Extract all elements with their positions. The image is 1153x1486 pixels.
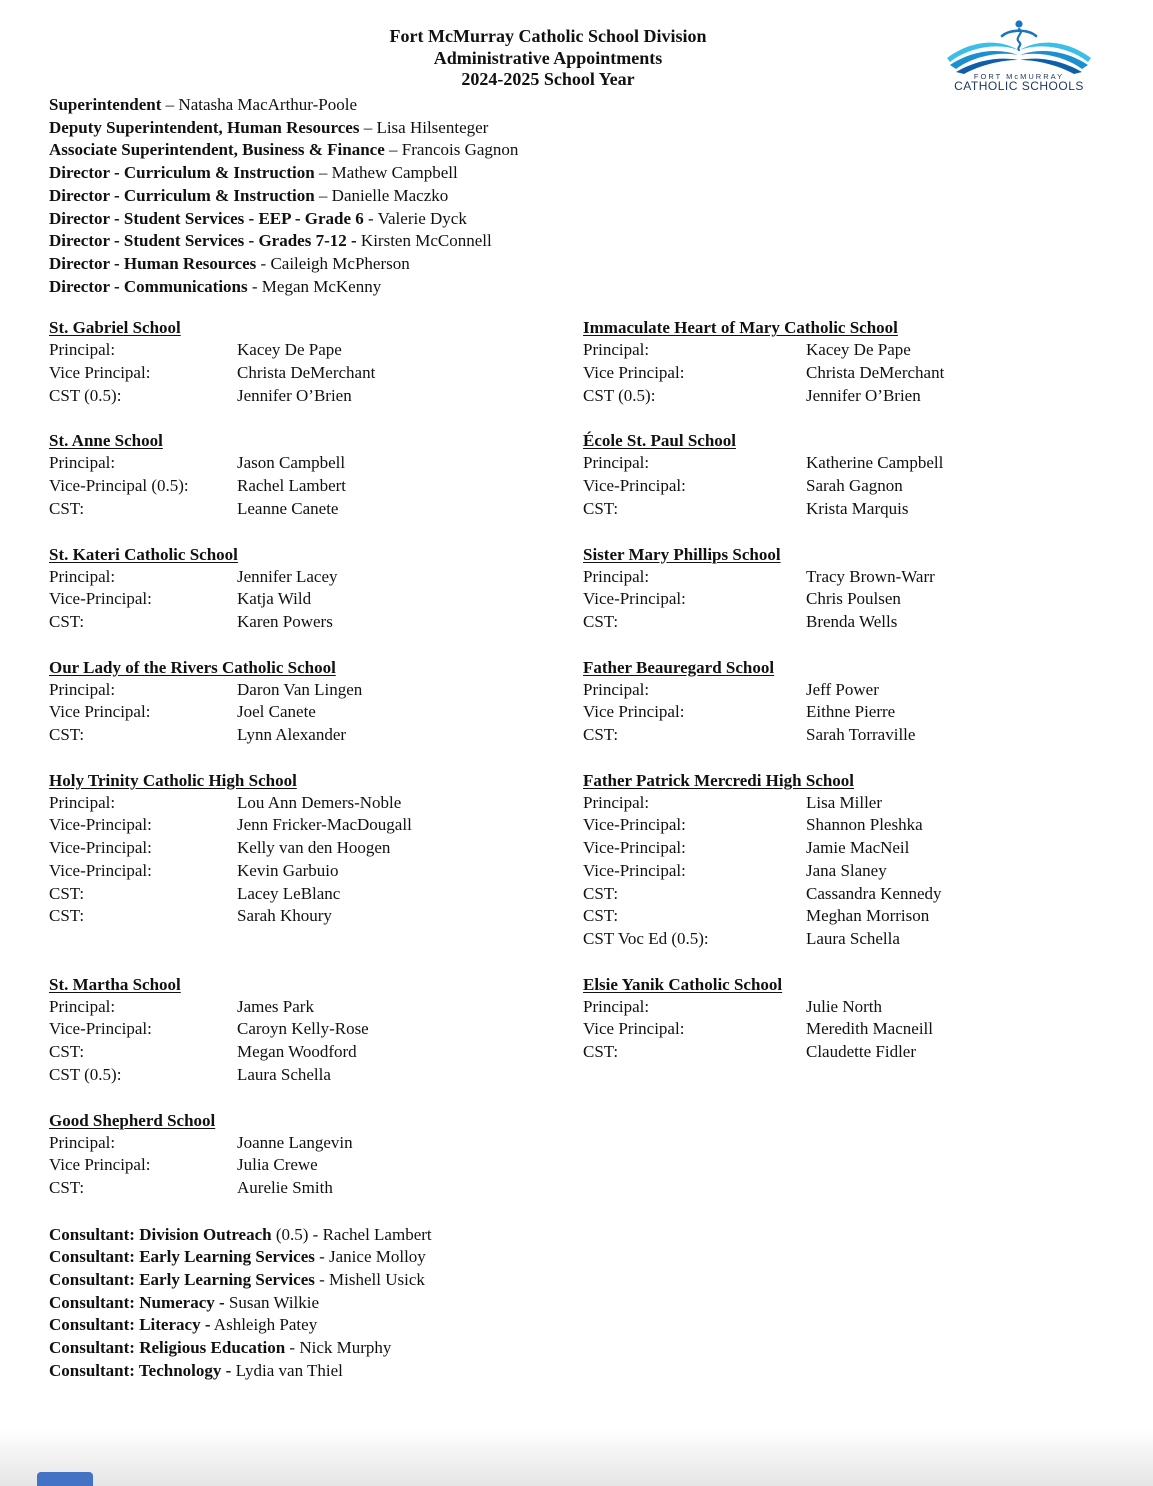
staff-row — [49, 1018, 583, 1041]
staff-role-label: CST: — [49, 883, 85, 903]
leadership-role: Director - Student Services - Grades 7-12 - — [49, 231, 357, 251]
page-bottom-blue-mark — [37, 1472, 93, 1486]
staff-name: Jenn Fricker-MacDougall — [237, 815, 412, 835]
leadership-person: – Mathew Campbell — [314, 163, 458, 183]
staff-role-label: Principal: — [49, 1132, 116, 1152]
staff-role-label: CST Voc Ed (0.5): — [583, 928, 709, 948]
leadership-list — [49, 94, 1115, 298]
staff-row — [49, 905, 583, 928]
school-block-father-beauregard — [583, 656, 1115, 747]
staff-name: Jeff Power — [806, 679, 879, 699]
staff-row — [583, 611, 1115, 634]
staff-name: Chris Poulsen — [806, 589, 901, 609]
school-block-st-anne — [49, 429, 583, 520]
staff-name: Tracy Brown-Warr — [806, 566, 935, 586]
staff-row — [583, 588, 1115, 611]
staff-row — [583, 905, 1115, 928]
staff-name: Aurelie Smith — [237, 1177, 333, 1197]
staff-role-label: Vice-Principal: — [583, 589, 686, 609]
staff-name: James Park — [237, 996, 314, 1016]
staff-role-label: CST (0.5): — [583, 385, 656, 405]
consultant-person: (0.5) - Rachel Lambert — [271, 1224, 432, 1244]
consultant-role: Consultant: Early Learning Services — [49, 1270, 315, 1290]
staff-name: Julie North — [806, 996, 883, 1016]
school-name: Sister Mary Phillips School — [583, 544, 781, 564]
staff-name: Christa DeMerchant — [237, 363, 376, 383]
staff-row — [49, 1132, 583, 1155]
staff-role-label: Vice Principal: — [583, 1019, 685, 1039]
staff-name: Kacey De Pape — [806, 340, 911, 360]
staff-role-label: Principal: — [583, 340, 650, 360]
leadership-role: Deputy Superintendent, Human Resources — [49, 117, 360, 137]
staff-role-label: CST: — [583, 725, 619, 745]
staff-name: Jana Slaney — [806, 860, 887, 880]
school-name: Immaculate Heart of Mary Catholic School — [583, 318, 898, 338]
consultant-line-technology — [49, 1360, 1115, 1383]
staff-name: Lynn Alexander — [237, 725, 347, 745]
leadership-person: Kirsten McConnell — [356, 231, 492, 251]
staff-row — [583, 792, 1115, 815]
consultant-person: Lydia van Thiel — [231, 1360, 343, 1380]
staff-role-label: CST: — [583, 1042, 619, 1062]
consultant-line-division-outreach — [49, 1224, 1115, 1247]
staff-row — [583, 883, 1115, 906]
staff-role-label: Principal: — [49, 566, 116, 586]
leadership-line-associate-superintendent — [49, 139, 1115, 162]
staff-row — [49, 837, 583, 860]
logo-org-line1: FORT McMURRAY — [973, 72, 1065, 81]
staff-name: Eithne Pierre — [806, 702, 896, 722]
staff-role-label: Vice-Principal: — [583, 838, 686, 858]
staff-role-label: CST: — [49, 611, 85, 631]
leadership-role: Director - Human Resources — [49, 253, 257, 273]
staff-role-label: Vice-Principal: — [49, 1019, 152, 1039]
consultant-line-literacy — [49, 1314, 1115, 1337]
leadership-line-director-student-services-eep — [49, 208, 1115, 231]
staff-role-label: Vice Principal: — [49, 363, 151, 383]
leadership-role: Associate Superintendent, Business & Finance — [49, 140, 385, 160]
leadership-line-director-communications — [49, 276, 1115, 299]
school-name: St. Gabriel School — [49, 318, 181, 338]
school-name: Father Beauregard School — [583, 657, 775, 677]
staff-row — [49, 475, 583, 498]
school-block-sister-mary-phillips — [583, 543, 1115, 634]
staff-role-label: CST: — [49, 1177, 85, 1197]
staff-row — [49, 1064, 583, 1087]
staff-name: Leanne Canete — [237, 498, 339, 518]
staff-row — [49, 792, 583, 815]
staff-row — [583, 928, 1115, 951]
leadership-role: Director - Communications — [49, 276, 248, 296]
staff-row — [49, 1154, 583, 1177]
staff-name: Cassandra Kennedy — [806, 883, 942, 903]
consultant-line-religious-education — [49, 1337, 1115, 1360]
leadership-person: – Lisa Hilsenteger — [359, 117, 489, 137]
leadership-person: - Caileigh McPherson — [256, 253, 410, 273]
staff-row — [583, 837, 1115, 860]
school-name: Holy Trinity Catholic High School — [49, 770, 297, 790]
staff-name: Joel Canete — [237, 702, 316, 722]
staff-role-label: Vice Principal: — [49, 1155, 151, 1175]
staff-row — [583, 566, 1115, 589]
fmcsd-logo — [943, 16, 1095, 92]
school-block-st-gabriel — [49, 316, 583, 407]
consultant-person: - Mishell Usick — [314, 1270, 425, 1290]
staff-role-label: Vice Principal: — [49, 702, 151, 722]
staff-row — [583, 475, 1115, 498]
staff-row — [49, 701, 583, 724]
staff-role-label: CST: — [583, 906, 619, 926]
staff-name: Jennifer O’Brien — [237, 385, 352, 405]
school-block-father-patrick-mercredi — [583, 769, 1115, 951]
staff-row — [583, 362, 1115, 385]
staff-name: Krista Marquis — [806, 498, 909, 518]
school-block-our-lady-rivers — [49, 656, 583, 747]
leadership-line-director-human-resources — [49, 253, 1115, 276]
staff-role-label: Principal: — [49, 679, 116, 699]
school-name: Our Lady of the Rivers Catholic School — [49, 657, 336, 677]
consultant-role: Consultant: Numeracy - — [49, 1292, 225, 1312]
logo-org-line2: CATHOLIC SCHOOLS — [954, 79, 1084, 92]
schools-grid — [49, 316, 1115, 1221]
staff-row — [49, 588, 583, 611]
staff-name: Lacey LeBlanc — [237, 883, 341, 903]
staff-name: Joanne Langevin — [237, 1132, 353, 1152]
staff-name: Caroyn Kelly-Rose — [237, 1019, 369, 1039]
staff-row — [583, 1041, 1115, 1064]
staff-row — [49, 362, 583, 385]
leadership-role: Superintendent — [49, 95, 162, 114]
leadership-role: Director - Curriculum & Instruction — [49, 163, 315, 183]
staff-role-label: Vice-Principal: — [49, 838, 152, 858]
staff-role-label: Principal: — [49, 996, 116, 1016]
consultant-line-early-learning-1 — [49, 1246, 1115, 1269]
school-name: St. Kateri Catholic School — [49, 544, 238, 564]
consultant-person: Susan Wilkie — [224, 1292, 320, 1312]
staff-role-label: Principal: — [49, 340, 116, 360]
leadership-line-director-curriculum-2 — [49, 185, 1115, 208]
school-block-st-martha — [49, 973, 583, 1087]
staff-role-label: CST: — [49, 906, 85, 926]
staff-role-label: Vice-Principal: — [49, 860, 152, 880]
consultant-line-early-learning-2 — [49, 1269, 1115, 1292]
staff-name: Lou Ann Demers-Noble — [237, 792, 402, 812]
school-block-elsie-yanik — [583, 973, 1115, 1087]
staff-name: Kevin Garbuio — [237, 860, 339, 880]
page-bottom-fade — [0, 1428, 1153, 1486]
staff-row — [49, 339, 583, 362]
staff-role-label: Principal: — [583, 792, 650, 812]
school-block-holy-trinity — [49, 769, 583, 951]
school-name: Father Patrick Mercredi High School — [583, 770, 855, 790]
staff-name: Sarah Khoury — [237, 906, 332, 926]
school-name: Elsie Yanik Catholic School — [583, 974, 783, 994]
staff-role-label: Principal: — [583, 996, 650, 1016]
consultant-role: Consultant: Technology - — [49, 1360, 232, 1380]
leadership-line-director-curriculum-1 — [49, 162, 1115, 185]
staff-name: Karen Powers — [237, 611, 333, 631]
staff-role-label: Principal: — [49, 453, 116, 473]
leadership-line-superintendent — [49, 94, 1115, 117]
consultant-role: Consultant: Religious Education — [49, 1338, 286, 1358]
consultant-role: Consultant: Literacy - — [49, 1315, 211, 1335]
staff-role-label: CST: — [49, 725, 85, 745]
consultant-person: - Nick Murphy — [285, 1338, 392, 1358]
leadership-person: – Francois Gagnon — [384, 140, 519, 160]
consultant-role: Consultant: Division Outreach — [49, 1224, 272, 1244]
staff-name: Jennifer Lacey — [237, 566, 338, 586]
staff-name: Rachel Lambert — [237, 476, 347, 496]
staff-row — [49, 1041, 583, 1064]
staff-role-label: Vice-Principal: — [583, 815, 686, 835]
staff-role-label: CST (0.5): — [49, 1064, 122, 1084]
staff-role-label: Principal: — [583, 453, 650, 473]
staff-role-label: Vice-Principal: — [49, 815, 152, 835]
school-name: St. Anne School — [49, 431, 163, 451]
staff-name: Sarah Gagnon — [806, 476, 903, 496]
leadership-person: – Danielle Maczko — [314, 185, 449, 205]
leadership-role: Director - Student Services - EEP - Grade 6 — [49, 208, 364, 228]
staff-row — [49, 1177, 583, 1200]
staff-row — [583, 452, 1115, 475]
staff-role-label: CST (0.5): — [49, 385, 122, 405]
staff-role-label: Vice-Principal: — [583, 476, 686, 496]
staff-row — [583, 814, 1115, 837]
staff-name: Shannon Pleshka — [806, 815, 923, 835]
consultant-person: Ashleigh Patey — [210, 1315, 318, 1335]
staff-name: Julia Crewe — [237, 1155, 318, 1175]
leadership-role: Director - Curriculum & Instruction — [49, 185, 315, 205]
staff-row — [49, 860, 583, 883]
leadership-line-deputy-superintendent — [49, 117, 1115, 140]
staff-name: Jason Campbell — [237, 453, 346, 473]
staff-role-label: Vice Principal: — [583, 702, 685, 722]
staff-row — [583, 701, 1115, 724]
school-block-ecole-st-paul — [583, 429, 1115, 520]
staff-name: Laura Schella — [806, 928, 900, 948]
leadership-line-director-student-services-712 — [49, 230, 1115, 253]
staff-role-label: Principal: — [49, 792, 116, 812]
staff-role-label: Principal: — [583, 679, 650, 699]
staff-row — [583, 385, 1115, 408]
staff-role-label: CST: — [583, 611, 619, 631]
staff-name: Christa DeMerchant — [806, 363, 945, 383]
staff-role-label: CST: — [49, 498, 85, 518]
logo-left-wing-icon — [947, 43, 1018, 74]
staff-row — [583, 339, 1115, 362]
staff-row — [583, 996, 1115, 1019]
staff-row — [49, 452, 583, 475]
staff-name: Lisa Miller — [806, 792, 883, 812]
staff-name: Kelly van den Hoogen — [237, 838, 391, 858]
leadership-person: - Valerie Dyck — [363, 208, 467, 228]
logo-right-wing-icon — [1020, 43, 1091, 74]
staff-row — [583, 498, 1115, 521]
staff-name: Daron Van Lingen — [237, 679, 363, 699]
title-line-2: Administrative Appointments — [433, 47, 663, 68]
staff-name: Katherine Campbell — [806, 453, 944, 473]
staff-row — [49, 996, 583, 1019]
staff-role-label: CST: — [49, 1042, 85, 1062]
leadership-person: - Megan McKenny — [247, 276, 382, 296]
staff-name: Kacey De Pape — [237, 340, 342, 360]
document-body — [49, 94, 1115, 1383]
staff-role-label: Vice-Principal: — [583, 860, 686, 880]
staff-role-label: Vice-Principal (0.5): — [49, 476, 189, 496]
consultant-line-numeracy — [49, 1292, 1115, 1315]
staff-row — [49, 498, 583, 521]
staff-name: Meghan Morrison — [806, 906, 930, 926]
school-name: St. Martha School — [49, 974, 181, 994]
staff-row — [49, 566, 583, 589]
staff-name: Meredith Macneill — [806, 1019, 933, 1039]
staff-row — [49, 883, 583, 906]
staff-row — [49, 814, 583, 837]
staff-name: Jennifer O’Brien — [806, 385, 921, 405]
staff-name: Jamie MacNeil — [806, 838, 910, 858]
consultants-list — [49, 1224, 1115, 1383]
staff-row — [583, 724, 1115, 747]
school-block-immaculate-heart — [583, 316, 1115, 407]
staff-row — [49, 385, 583, 408]
school-block-good-shepherd — [49, 1109, 583, 1200]
staff-name: Katja Wild — [237, 589, 312, 609]
staff-row — [49, 679, 583, 702]
staff-name: Brenda Wells — [806, 611, 898, 631]
title-line-1: Fort McMurray Catholic School Division — [389, 26, 707, 46]
staff-role-label: Vice Principal: — [583, 363, 685, 383]
staff-role-label: CST: — [583, 498, 619, 518]
staff-row — [49, 611, 583, 634]
staff-role-label: Principal: — [583, 566, 650, 586]
staff-row — [583, 1018, 1115, 1041]
staff-role-label: Vice-Principal: — [49, 589, 152, 609]
school-name: Good Shepherd School — [49, 1110, 216, 1130]
staff-name: Claudette Fidler — [806, 1042, 917, 1062]
staff-name: Laura Schella — [237, 1064, 331, 1084]
consultant-person: - Janice Molloy — [314, 1247, 426, 1267]
staff-name: Sarah Torraville — [806, 725, 916, 745]
school-block-st-kateri — [49, 543, 583, 634]
document-title — [0, 26, 1096, 91]
staff-row — [49, 724, 583, 747]
consultant-role: Consultant: Early Learning Services — [49, 1247, 315, 1267]
staff-name: Megan Woodford — [237, 1042, 357, 1062]
leadership-person: – Natasha MacArthur-Poole — [161, 95, 357, 114]
title-line-3: 2024-2025 School Year — [461, 69, 635, 89]
school-name: École St. Paul School — [583, 431, 737, 451]
staff-row — [583, 679, 1115, 702]
staff-role-label: CST: — [583, 883, 619, 903]
staff-row — [583, 860, 1115, 883]
